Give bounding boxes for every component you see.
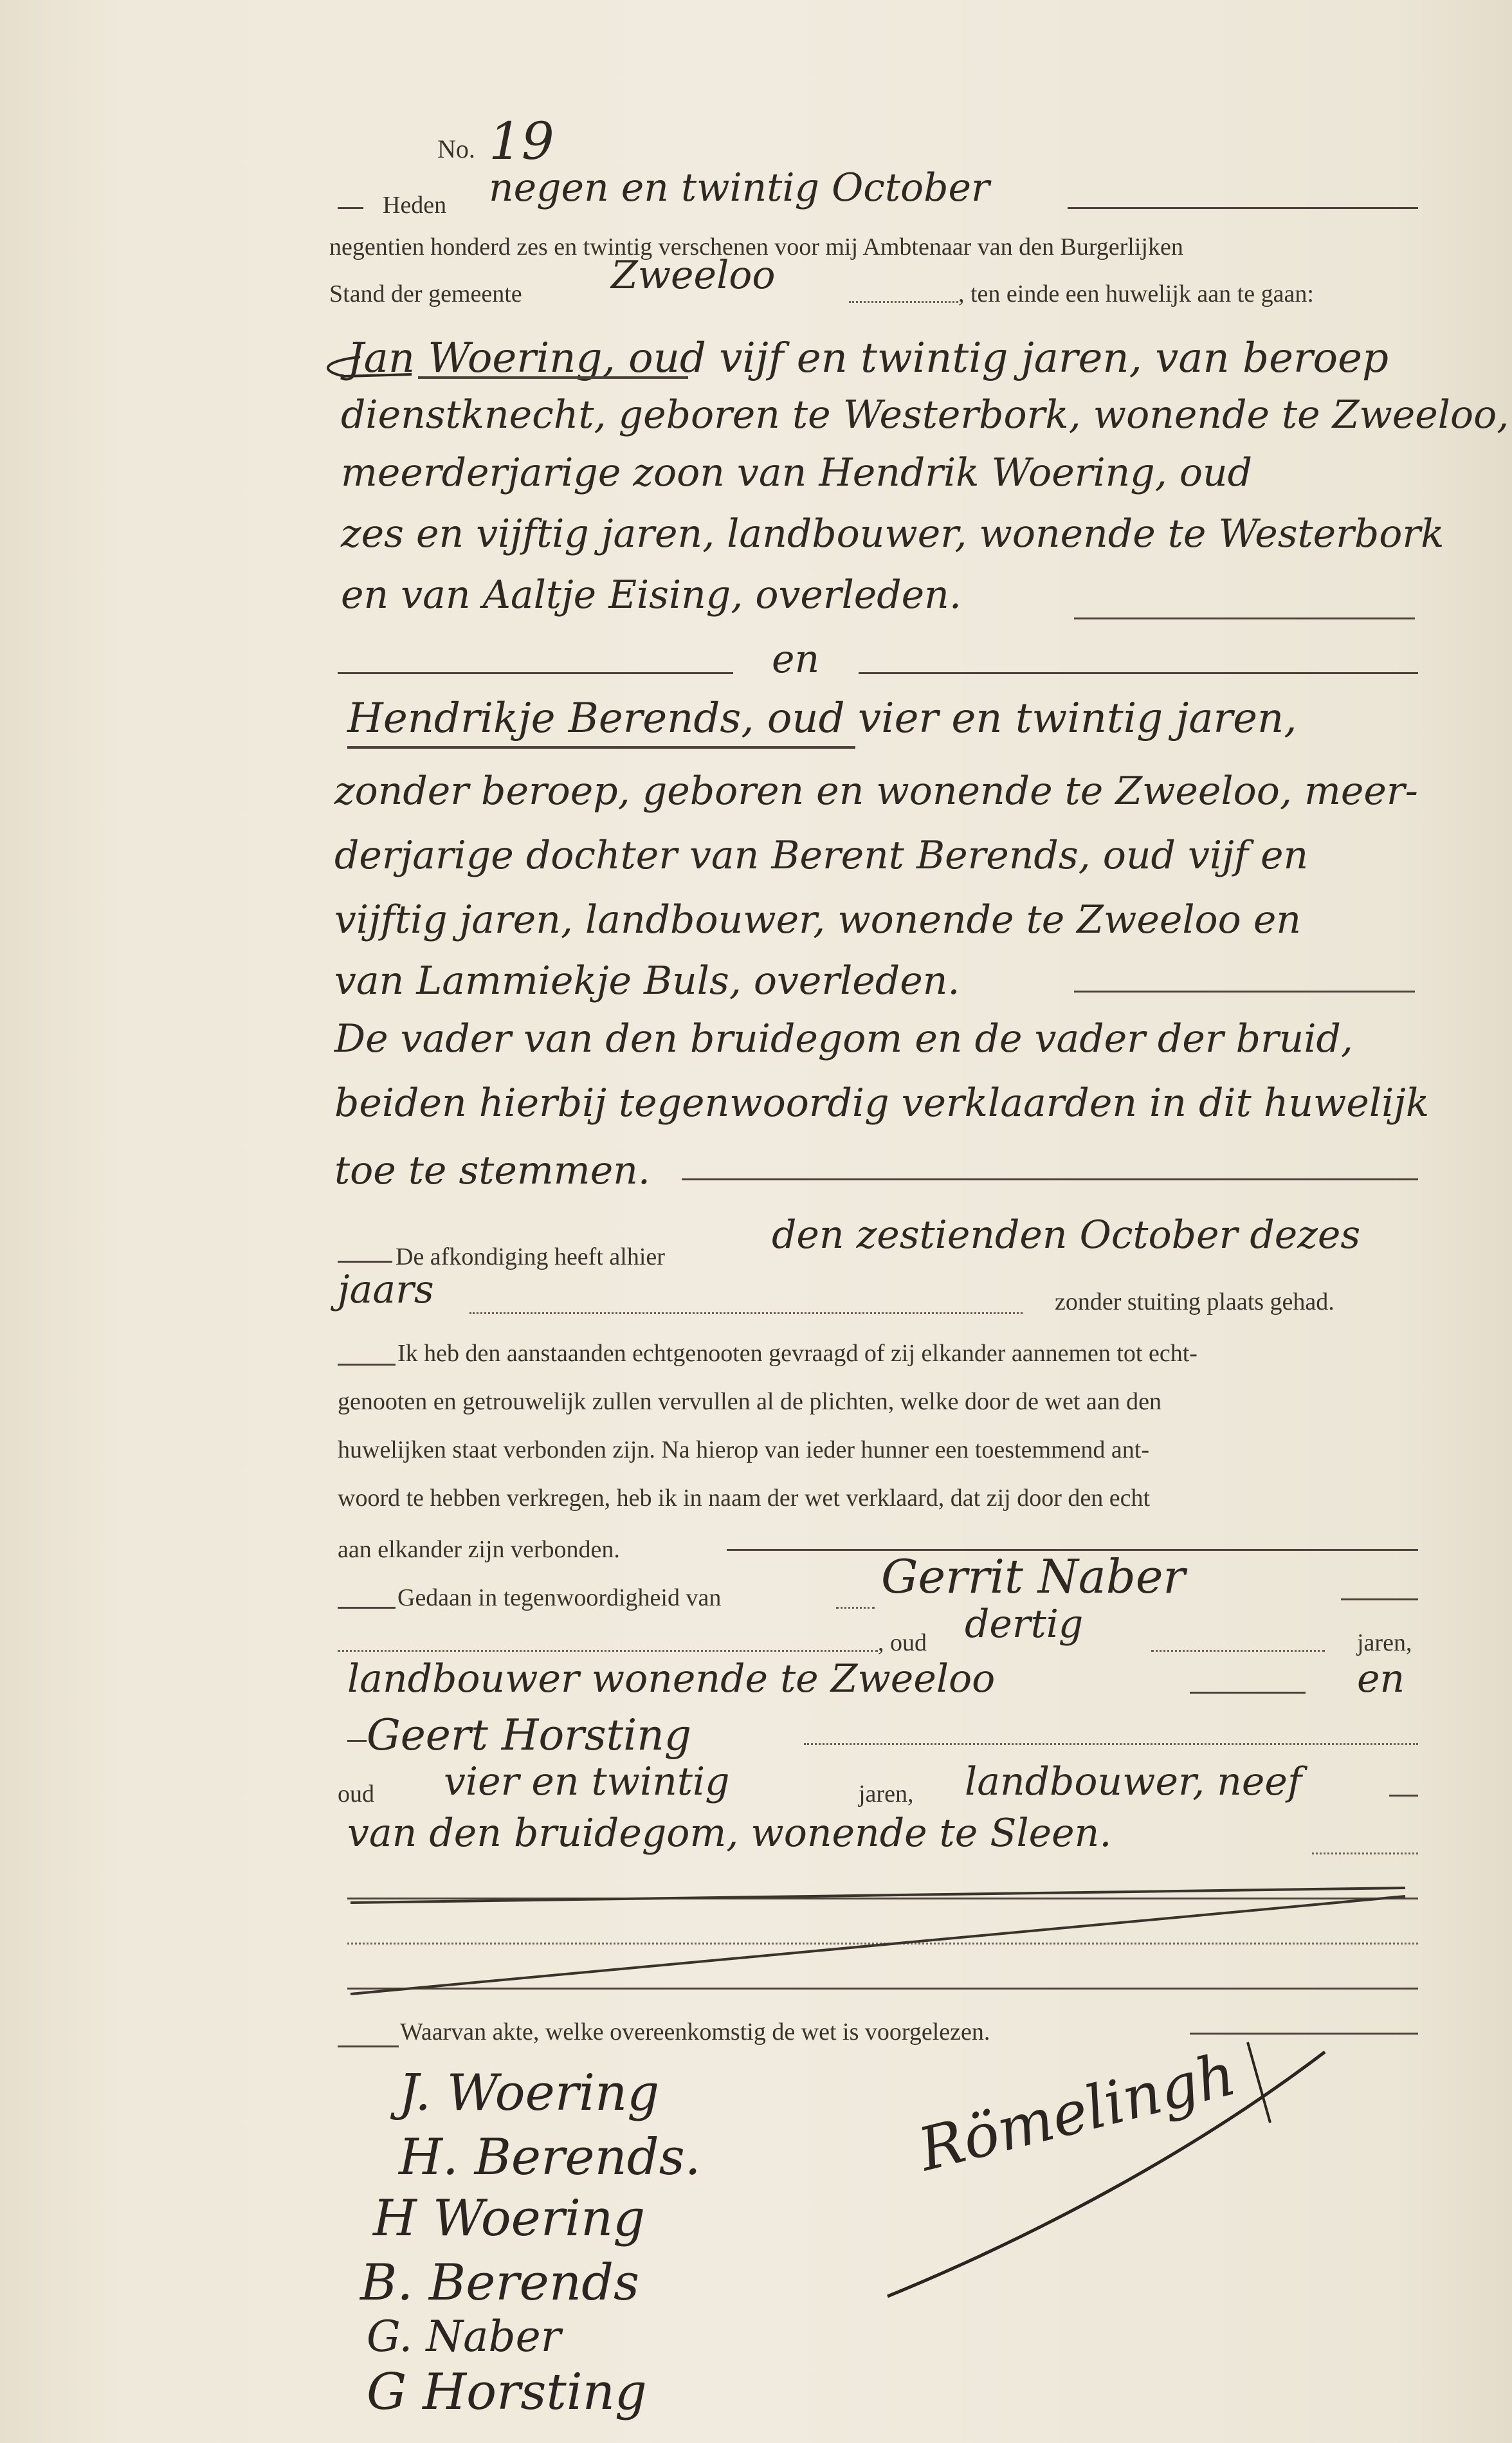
closing-end-line: [1190, 2033, 1418, 2035]
witness-dots-2: [338, 1650, 878, 1652]
signature-official: Römelingh: [912, 2039, 1243, 2185]
witness-1-en: en: [1357, 1656, 1405, 1701]
signature-g-horsting: G Horsting: [367, 2363, 647, 2421]
closing-statement: Waarvan akte, welke overeenkomstig de wet is voorgelezen.: [400, 2018, 990, 2045]
witness-dots-3: [1151, 1650, 1325, 1652]
witness-label: Gedaan in tegenwoordigheid van: [397, 1584, 722, 1611]
signature-j-woering: J. Woering: [399, 2064, 660, 2122]
witness-dots-1: [836, 1607, 875, 1609]
groom-line-5: en van Aaltje Eising, overleden.: [341, 572, 961, 618]
groom-end-line: [1074, 618, 1415, 619]
oud-label: , oud: [878, 1629, 927, 1656]
jaren-label-2: jaren,: [859, 1780, 914, 1807]
bride-line-1: Hendrikje Berends, oud vier en twintig jaren,: [347, 695, 1297, 742]
intro-line-2: negentien honderd zes en twintig verschenen voor mij Ambtenaar van den Burgerlijken: [329, 233, 1183, 261]
groom-line-3: meerderjarige zoon van Hendrik Woering, oud: [341, 450, 1253, 495]
blank-line-1: [347, 1898, 1418, 1899]
bride-line-5: van Lammiekje Buls, overleden.: [334, 958, 960, 1003]
groom-underline: [418, 376, 688, 379]
afk-lead-dash: [338, 1261, 392, 1263]
witness-2-name: Geert Horsting: [367, 1710, 691, 1760]
witness-2-desc-2: van den bruidegom, wonende te Sleen.: [347, 1811, 1112, 1856]
stand-label: Stand der gemeente: [329, 280, 522, 307]
closing-lead-dash: [338, 2045, 399, 2047]
witness-1-desc: landbouwer wonende te Zweeloo: [347, 1656, 996, 1701]
vows-lead-dash: [338, 1364, 396, 1366]
vows-line-5: aan elkander zijn verbonden.: [338, 1536, 620, 1563]
witness-lead-dash: [338, 1607, 396, 1609]
gemeente-handwritten: Zweeloo: [611, 253, 776, 298]
afkondiging-end: zonder stuiting plaats gehad.: [1055, 1288, 1334, 1315]
consent-end-line: [682, 1178, 1418, 1180]
witness-fill-1: [1341, 1598, 1418, 1600]
jaren-label: jaren,: [1357, 1629, 1412, 1656]
witness-1-age: dertig: [965, 1602, 1084, 1647]
witness-dots-4: [804, 1743, 1418, 1745]
afkondiging-date-handwritten: den zestienden October dezes: [772, 1212, 1361, 1258]
signature-b-berends: B. Berends: [360, 2254, 640, 2312]
bride-underline: [347, 746, 855, 749]
afkondiging-label: De afkondiging heeft alhier: [396, 1243, 665, 1270]
signature-g-naber: G. Naber: [367, 2312, 561, 2361]
witness-1-name: Gerrit Naber: [881, 1550, 1185, 1604]
vows-line-4: woord te hebben verkregen, heb ik in naam der wet verklaard, dat zij door den echt: [338, 1485, 1150, 1512]
witness-2-desc-dash: [1389, 1795, 1418, 1797]
vows-line-3: huwelijken staat verbonden zijn. Na hierop van ieder hunner een toestemmend ant-: [338, 1436, 1149, 1463]
witness-fill-2: [1190, 1692, 1306, 1694]
lead-dash: [338, 207, 363, 209]
blank-line-3: [347, 1988, 1418, 1990]
groom-line-1: Jan Woering, oud vijf en twintig jaren, van beroep: [347, 334, 1389, 382]
witness-2-age: vier en twintig: [444, 1759, 730, 1804]
bride-line-3: derjarige dochter van Berent Berends, oud vijf en: [334, 833, 1309, 878]
groom-line-4: zes en vijftig jaren, landbouwer, wonende te Westerbork: [341, 511, 1444, 556]
fill-dots: [849, 301, 958, 303]
signature-h-berends: H. Berends.: [399, 2128, 701, 2186]
en-right-line: [859, 672, 1418, 674]
bride-line-2: zonder beroep, geboren en wonende te Zweeloo, meer-: [334, 769, 1418, 814]
bride-line-4: vijftig jaren, landbouwer, wonende te Zweeloo en: [334, 897, 1301, 942]
heden-label: Heden: [383, 192, 447, 219]
intro-line-3-end: , ten einde een huwelijk aan te gaan:: [958, 280, 1314, 307]
en-connector: en: [772, 637, 820, 682]
witness-dots-5: [1312, 1853, 1418, 1854]
groom-line-2: dienstknecht, geboren te Westerbork, wonende te Zweeloo,: [341, 392, 1509, 437]
oud-label-2: oud: [338, 1780, 374, 1807]
signature-h-woering: H Woering: [373, 2190, 646, 2247]
act-number-value: 19: [489, 111, 554, 171]
bride-end-line: [1074, 991, 1415, 993]
fill-line: [1068, 207, 1418, 209]
witness-2-desc-1: landbouwer, neef: [965, 1759, 1302, 1804]
witness-2-lead: [347, 1740, 367, 1742]
act-number-label: No.: [437, 134, 475, 163]
vows-line-2: genooten en getrouwelijk zullen vervullen al de plichten, welke door de wet aan den: [338, 1388, 1161, 1415]
consent-line-1: De vader van den bruidegom en de vader der bruid,: [334, 1016, 1353, 1061]
consent-line-3: toe te stemmen.: [334, 1148, 650, 1193]
afk-fill-dots: [469, 1312, 1023, 1314]
en-left-line: [338, 672, 733, 674]
blank-line-2: [347, 1943, 1418, 1944]
afkondiging-jaars-handwritten: jaars: [338, 1267, 434, 1312]
date-handwritten: negen en twintig October: [489, 165, 990, 210]
consent-line-2: beiden hierbij tegenwoordig verklaarden in dit huwelijk: [334, 1081, 1430, 1126]
vows-line-1: Ik heb den aanstaanden echtgenooten gevraagd of zij elkander aannemen tot echt-: [397, 1340, 1198, 1367]
